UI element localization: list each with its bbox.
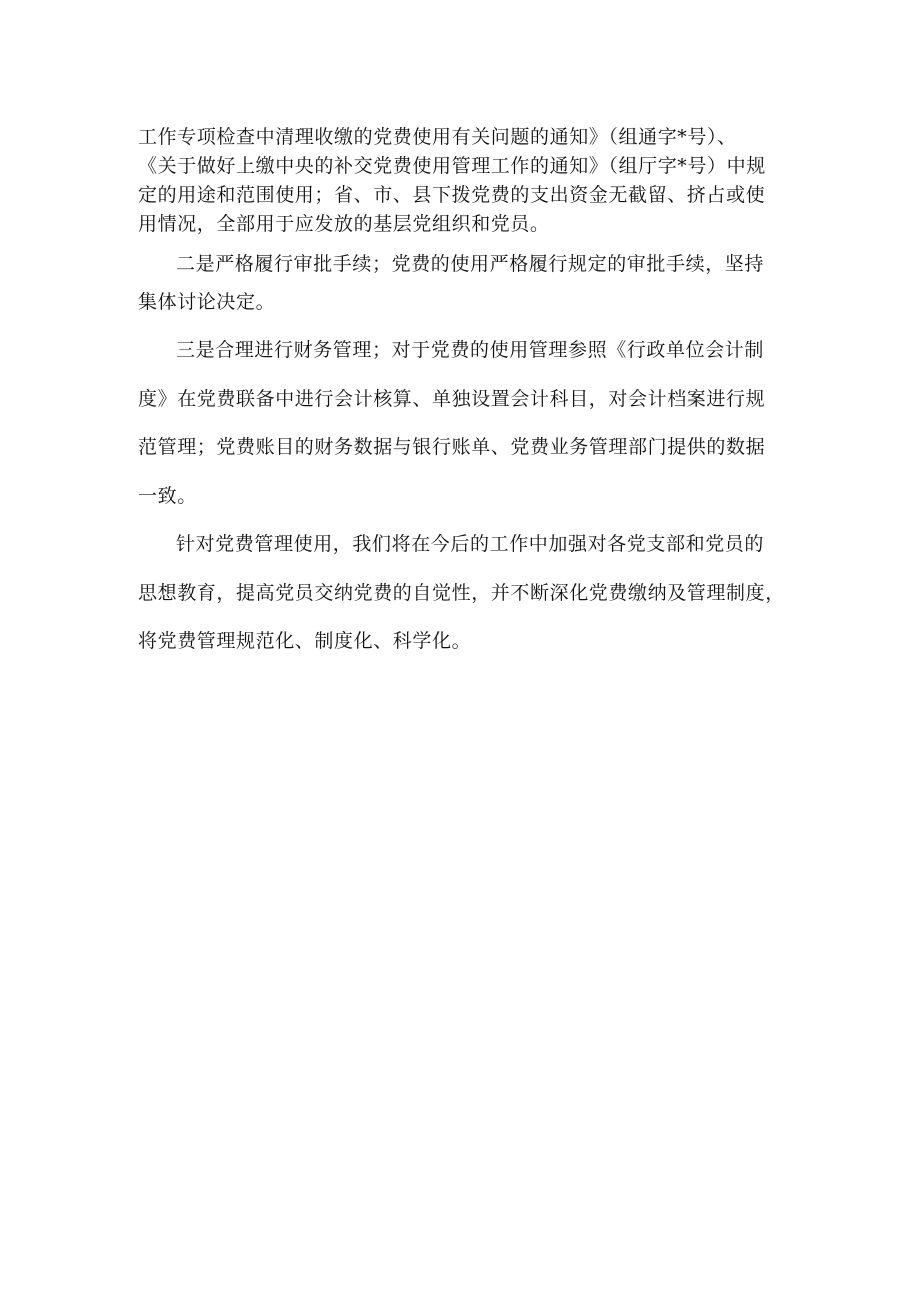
paragraph-continuation (138, 123, 786, 239)
paragraph-line: 一致。 (138, 484, 197, 507)
paragraph-line: 用情况，全部用于应发放的基层党组织和党员。 (138, 213, 550, 235)
paragraph-line: 将党费管理规范化、制度化、科学化。 (138, 630, 472, 652)
paragraph-line: 三是合理进行财务管理；对于党费的使用管理参照《行政单位会计制 (176, 339, 765, 361)
paragraph-line: 范管理；党费账目的财务数据与银行账单、党费业务管理部门提供的数据 (138, 436, 766, 458)
paragraph-line: 《关于做好上缴中央的补交党费使用管理工作的通知》（组厅字*号）中规 (138, 155, 766, 177)
paragraph-line: 思想教育，提高党员交纳党费的自觉性，并不断深化党费缴纳及管理制度， (138, 581, 785, 604)
paragraph-line: 度》在党费联备中进行会计核算、单独设置会计科目，对会计档案进行规 (138, 387, 766, 410)
paragraph-future-plan (138, 520, 786, 666)
paragraph-approval-procedures (138, 245, 786, 321)
paragraph-line: 集体讨论决定。 (138, 291, 276, 313)
paragraph-line: 工作专项检查中清理收缴的党费使用有关问题的通知》（组通字*号）、 (138, 126, 737, 148)
paragraph-line: 定的用途和范围使用；省、市、县下拨党费的支出资金无截留、挤占或使 (138, 184, 766, 206)
paragraph-financial-management (138, 326, 786, 520)
paragraph-line: 二是严格履行审批手续；党费的使用严格履行规定的审批手续，坚持 (176, 253, 765, 275)
paragraph-line: 针对党费管理使用，我们将在今后的工作中加强对各党支部和党员的 (176, 533, 765, 555)
